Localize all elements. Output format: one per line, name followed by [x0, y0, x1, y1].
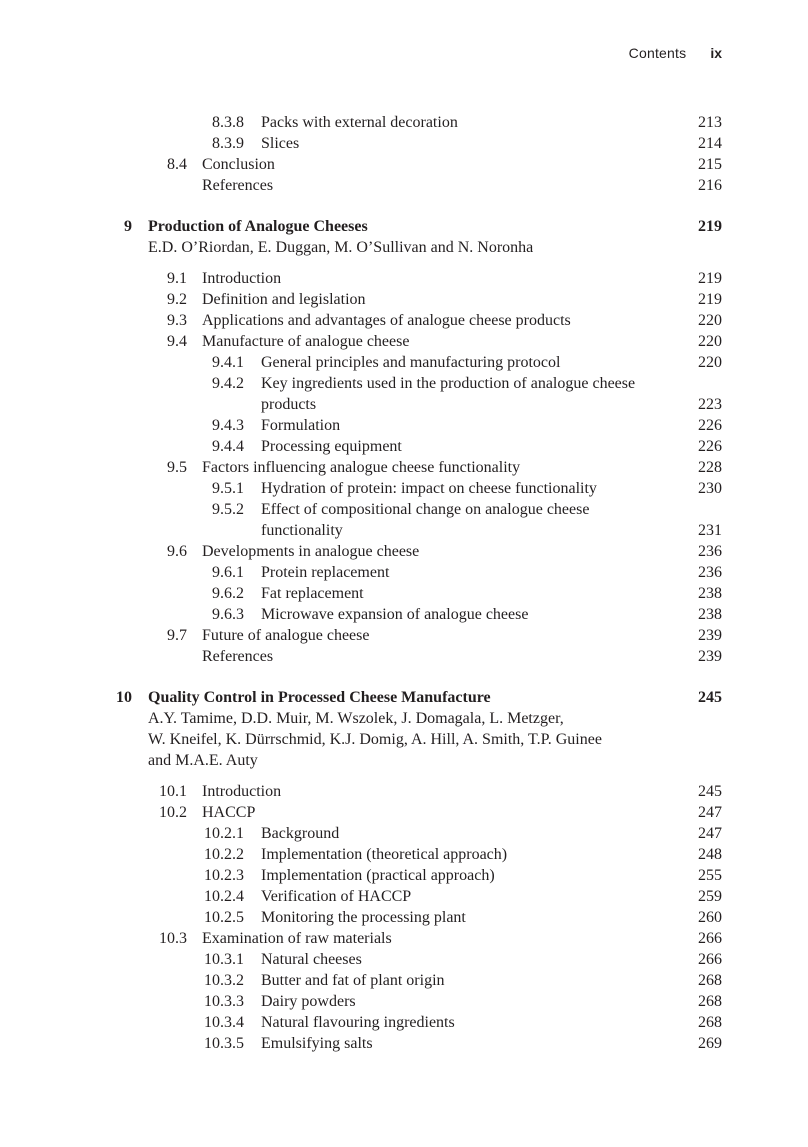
toc-title: Applications and advantages of analogue cheese products: [202, 312, 571, 329]
toc-title: Developments in analogue cheese: [202, 543, 420, 560]
toc-page-number: 255: [698, 867, 722, 884]
toc-row: [0, 907, 808, 928]
toc-page-number: 245: [698, 689, 722, 706]
toc-title: General principles and manufacturing protocol: [261, 354, 561, 371]
authors-row: [0, 750, 808, 771]
toc-row: [0, 520, 808, 541]
toc-row: [0, 394, 808, 415]
toc-title: Fat replacement: [261, 585, 364, 602]
toc-title: Hydration of protein: impact on cheese functionality: [261, 480, 597, 497]
toc-row: [0, 373, 808, 394]
toc-row: [0, 646, 808, 667]
toc-row: [0, 289, 808, 310]
toc-row: [0, 583, 808, 604]
toc-number: 9.4: [167, 333, 187, 350]
toc-page-number: 269: [698, 1035, 722, 1052]
chapter-authors: and M.A.E. Auty: [148, 752, 258, 769]
toc-number: 9.6.3: [212, 606, 244, 623]
page-number: ix: [710, 45, 722, 61]
toc-title: Dairy powders: [261, 993, 356, 1010]
toc-number: 10.2.5: [204, 909, 244, 926]
toc-title: Implementation (practical approach): [261, 867, 495, 884]
authors-row: [0, 708, 808, 729]
toc-page-number: 230: [698, 480, 722, 497]
toc-title: Slices: [261, 135, 300, 152]
toc-title: Formulation: [261, 417, 341, 434]
toc-row: [0, 781, 808, 802]
toc-number: 10.3.3: [204, 993, 244, 1010]
toc-title: Processing equipment: [261, 438, 402, 455]
toc-page-number: 238: [698, 585, 722, 602]
toc-number: 9.5.1: [212, 480, 244, 497]
toc-page-number: 214: [698, 135, 722, 152]
toc-page-number: 223: [698, 396, 722, 413]
toc-row: [0, 499, 808, 520]
toc-title: functionality: [261, 522, 343, 539]
toc-page-number: 219: [698, 291, 722, 308]
toc-number: 10.3.4: [204, 1014, 244, 1031]
toc-number: 9.4.1: [212, 354, 244, 371]
toc-title: Implementation (theoretical approach): [261, 846, 508, 863]
toc-number: 9.5: [167, 459, 187, 476]
toc-number: 8.3.9: [212, 135, 244, 152]
toc-title: Butter and fat of plant origin: [261, 972, 445, 989]
toc-number: 9.3: [167, 312, 187, 329]
toc-row: [0, 625, 808, 646]
toc-row: [0, 604, 808, 625]
toc-page-number: 266: [698, 930, 722, 947]
toc-title: Factors influencing analogue cheese functionality: [202, 459, 521, 476]
toc-page-number: 239: [698, 627, 722, 644]
toc-title: Microwave expansion of analogue cheese: [261, 606, 529, 623]
toc-page-number: 220: [698, 333, 722, 350]
toc-row: [0, 1033, 808, 1054]
chapter-authors: E.D. O’Riordan, E. Duggan, M. O’Sullivan and N. Noronha: [148, 239, 534, 256]
toc-page-number: 238: [698, 606, 722, 623]
authors-row: [0, 237, 808, 258]
toc-number: 9.7: [167, 627, 187, 644]
toc-number: 10.2.4: [204, 888, 244, 905]
toc-row: [0, 112, 808, 133]
toc-page-number: 216: [698, 177, 722, 194]
toc-number: 10.3.2: [204, 972, 244, 989]
toc-row: [0, 949, 808, 970]
toc-row: [0, 154, 808, 175]
running-header: [629, 45, 722, 61]
chapter-authors: A.Y. Tamime, D.D. Muir, M. Wszolek, J. Domagala, L. Metzger,: [148, 710, 564, 727]
toc-number: 10.3: [159, 930, 187, 947]
toc-row: [0, 823, 808, 844]
toc-page-number: 236: [698, 564, 722, 581]
toc-page-number: 248: [698, 846, 722, 863]
toc-page-number: 260: [698, 909, 722, 926]
toc-number: 10.2.2: [204, 846, 244, 863]
toc-page-number: 215: [698, 156, 722, 173]
toc-page-number: 226: [698, 417, 722, 434]
toc-title: Examination of raw materials: [202, 930, 392, 947]
toc-page-number: 259: [698, 888, 722, 905]
toc-page-number: 231: [698, 522, 722, 539]
toc-title: products: [261, 396, 317, 413]
toc-number: 9.2: [167, 291, 187, 308]
toc-row: [0, 886, 808, 907]
toc-page-number: 239: [698, 648, 722, 665]
toc-number: 9.6: [167, 543, 187, 560]
toc-row: [0, 133, 808, 154]
toc-title: Conclusion: [202, 156, 275, 173]
toc-number: 10: [116, 689, 132, 706]
toc-row: [0, 268, 808, 289]
toc-page-number: 213: [698, 114, 722, 131]
toc-page-number: 219: [698, 270, 722, 287]
toc-number: 8.4: [167, 156, 187, 173]
toc-title: Production of Analogue Cheeses: [148, 218, 368, 235]
toc-page-number: 236: [698, 543, 722, 560]
toc-page-number: 245: [698, 783, 722, 800]
authors-row: [0, 729, 808, 750]
chapter-authors: W. Kneifel, K. Dürrschmid, K.J. Domig, A. Hill, A. Smith, T.P. Guinee: [148, 731, 602, 748]
toc-number: 10.1: [159, 783, 187, 800]
toc-row: [0, 310, 808, 331]
toc-number: 10.2.1: [204, 825, 244, 842]
toc-row: [0, 541, 808, 562]
toc-page-number: 247: [698, 825, 722, 842]
toc-title: Protein replacement: [261, 564, 390, 581]
running-header-section: Contents: [628, 45, 687, 61]
toc-title: Emulsifying salts: [261, 1035, 373, 1052]
toc-number: 9.4.3: [212, 417, 244, 434]
toc-page-number: 268: [698, 972, 722, 989]
chapter-row: [0, 687, 808, 708]
toc-number: 9: [124, 218, 132, 235]
toc-page-number: 226: [698, 438, 722, 455]
toc-row: [0, 865, 808, 886]
chapter-row: [0, 216, 808, 237]
toc-row: [0, 562, 808, 583]
toc-title: Natural flavouring ingredients: [261, 1014, 455, 1031]
toc-number: 9.5.2: [212, 501, 244, 518]
toc-page-number: 266: [698, 951, 722, 968]
toc-row: [0, 415, 808, 436]
toc-title: Key ingredients used in the production of analogue cheese: [261, 375, 636, 392]
toc-number: 9.4.2: [212, 375, 244, 392]
toc-page-number: 220: [698, 354, 722, 371]
toc-title: Packs with external decoration: [261, 114, 458, 131]
toc-number: 9.4.4: [212, 438, 244, 455]
toc-title: Background: [261, 825, 340, 842]
toc-number: 10.2: [159, 804, 187, 821]
toc-page-number: 219: [698, 218, 722, 235]
toc-number: 9.1: [167, 270, 187, 287]
toc-title: Introduction: [202, 270, 282, 287]
toc-page-number: 268: [698, 993, 722, 1010]
toc-row: [0, 991, 808, 1012]
toc-number: 8.3.8: [212, 114, 244, 131]
toc-number: 9.6.2: [212, 585, 244, 602]
toc-title: Future of analogue cheese: [202, 627, 370, 644]
toc-title: References: [202, 648, 274, 665]
toc-title: References: [202, 177, 274, 194]
toc-page-number: 220: [698, 312, 722, 329]
toc-page-number: 247: [698, 804, 722, 821]
toc-number: 10.3.1: [204, 951, 244, 968]
toc-page-number: 228: [698, 459, 722, 476]
toc-row: [0, 175, 808, 196]
toc-title: Verification of HACCP: [261, 888, 412, 905]
toc-row: [0, 436, 808, 457]
toc-number: 10.3.5: [204, 1035, 244, 1052]
toc-title: Effect of compositional change on analogue cheese: [261, 501, 590, 518]
toc-number: 10.2.3: [204, 867, 244, 884]
toc-title: Monitoring the processing plant: [261, 909, 466, 926]
toc-title: Introduction: [202, 783, 282, 800]
toc-number: 9.6.1: [212, 564, 244, 581]
toc-title: Natural cheeses: [261, 951, 362, 968]
toc-row: [0, 478, 808, 499]
toc-row: [0, 970, 808, 991]
toc-row: [0, 802, 808, 823]
toc-title: Quality Control in Processed Cheese Manufacture: [148, 689, 491, 706]
toc-title: HACCP: [202, 804, 256, 821]
toc-row: [0, 928, 808, 949]
toc-title: Manufacture of analogue cheese: [202, 333, 410, 350]
toc-row: [0, 457, 808, 478]
toc-row: [0, 844, 808, 865]
toc-title: Definition and legislation: [202, 291, 366, 308]
toc-row: [0, 1012, 808, 1033]
toc-page-number: 268: [698, 1014, 722, 1031]
toc-row: [0, 331, 808, 352]
toc-row: [0, 352, 808, 373]
